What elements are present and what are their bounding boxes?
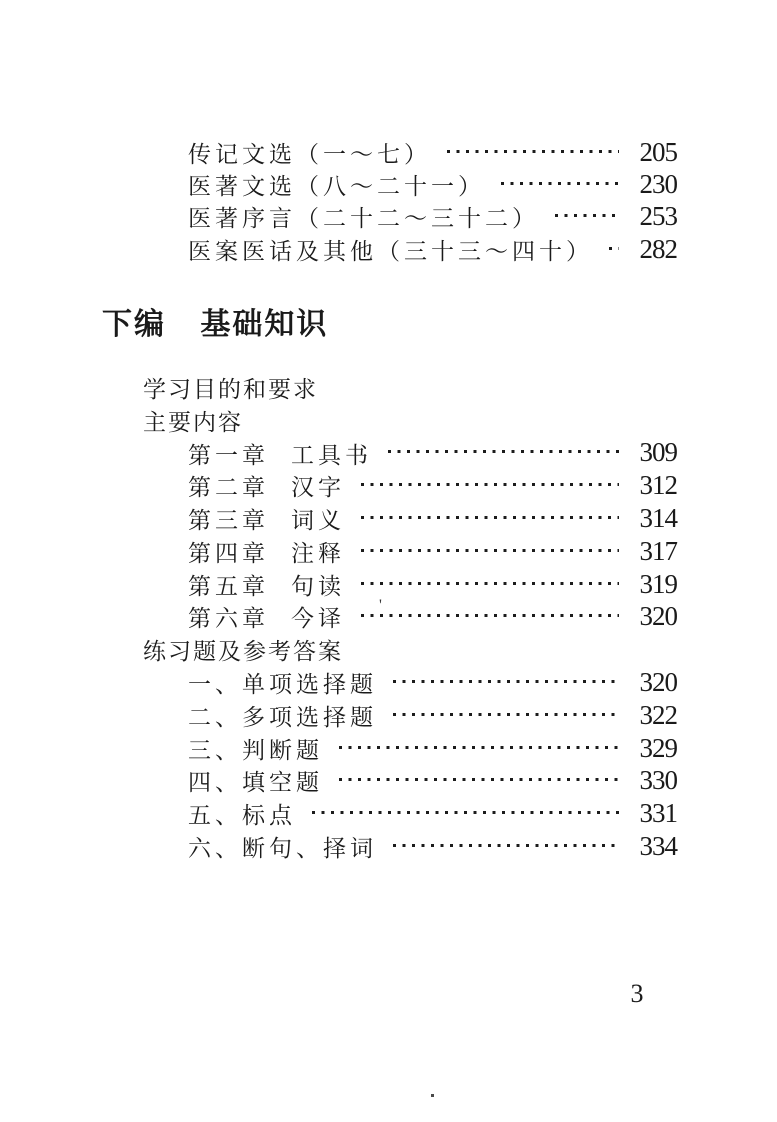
chapter-title: 句读 (291, 573, 345, 599)
dot-leader (555, 214, 619, 217)
chapter-number: 第三章 (188, 508, 269, 534)
toc-intro-item (0, 371, 777, 404)
exercise-page: 331 (639, 798, 677, 829)
toc-main-block (0, 371, 777, 863)
chapter-page: 317 (639, 535, 677, 566)
toc-exercises-heading-label: 练习题及参考答案 (143, 639, 343, 665)
dot-leader (361, 549, 619, 552)
toc-exercise-entry (0, 732, 777, 765)
toc-chapter-entry (0, 535, 777, 568)
toc-exercise-entry (0, 699, 777, 732)
toc-chapter-entry (0, 437, 777, 470)
chapter-number: 第六章 (188, 606, 269, 632)
chapter-title: 汉字 (291, 475, 345, 501)
toc-exercise-entry (0, 830, 777, 863)
exercise-page: 329 (639, 732, 677, 763)
toc-intro-item (0, 404, 777, 437)
exercise-page: 320 (639, 667, 677, 698)
dot-leader (447, 150, 619, 153)
dot-leader (388, 450, 619, 453)
toc-chapter-entry (0, 502, 777, 535)
exercise-label: 三、判断题 (188, 737, 323, 763)
dot-leader (361, 582, 619, 585)
chapter-page: 319 (639, 568, 677, 599)
toc-entry-title: 医著序言（二十二～三十二） (188, 206, 539, 232)
toc-entry-page: 230 (639, 169, 677, 200)
chapter-title: 今译 (291, 606, 345, 632)
dot-leader (361, 483, 619, 486)
dot-leader (393, 680, 619, 683)
toc-entry-title: 医著文选（八～二十一） (188, 174, 485, 200)
toc-entry (188, 136, 677, 168)
dot-leader (361, 516, 619, 519)
dot-leader (393, 844, 619, 847)
toc-entry (188, 233, 677, 265)
dot-leader (339, 778, 619, 781)
toc-top-block (188, 136, 677, 266)
exercise-label: 一、单项选择题 (188, 672, 377, 698)
stray-apostrophe-mark: ' (379, 597, 382, 614)
toc-exercises-heading (0, 633, 777, 666)
toc-exercise-entry (0, 666, 777, 699)
dot-leader (361, 614, 619, 617)
chapter-number: 第二章 (188, 475, 269, 501)
chapter-number: 第一章 (188, 442, 269, 468)
chapter-page: 312 (639, 470, 677, 501)
scan-speck (431, 1094, 434, 1097)
toc-entry (188, 201, 677, 233)
dot-leader (312, 811, 619, 814)
toc-entry-page: 282 (639, 233, 677, 264)
toc-entry-title: 医案医话及其他（三十三～四十） (188, 238, 593, 264)
dot-leader (501, 182, 619, 185)
exercise-page: 322 (639, 699, 677, 730)
part-heading-title: 基础知识 (200, 308, 329, 341)
exercise-label: 六、断句、择词 (188, 836, 377, 862)
exercise-label: 四、填空题 (188, 770, 323, 796)
toc-chapter-entry (0, 568, 777, 601)
toc-entry-page: 253 (639, 201, 677, 232)
toc-exercise-entry (0, 765, 777, 798)
dot-leader (609, 247, 619, 250)
toc-exercise-entry (0, 797, 777, 830)
exercise-page: 334 (639, 831, 677, 862)
chapter-number: 第五章 (188, 573, 269, 599)
toc-chapter-entry (0, 601, 777, 634)
chapter-number: 第四章 (188, 540, 269, 566)
dot-leader (393, 713, 619, 716)
chapter-page: 314 (639, 503, 677, 534)
exercise-page: 330 (639, 765, 677, 796)
exercise-label: 二、多项选择题 (188, 704, 377, 730)
toc-entry-title: 传记文选（一～七） (188, 141, 431, 167)
chapter-title: 工具书 (291, 442, 372, 468)
exercise-label: 五、标点 (188, 803, 296, 829)
folio-page-number: 3 (630, 979, 644, 1008)
part-heading-label: 下编 (102, 308, 166, 341)
chapter-title: 词义 (291, 508, 345, 534)
toc-entry-page: 205 (639, 136, 677, 167)
chapter-page: 309 (639, 437, 677, 468)
chapter-page: 320 (639, 601, 677, 632)
dot-leader (339, 746, 619, 749)
toc-intro-label: 主要内容 (143, 409, 243, 435)
toc-entry (188, 168, 677, 200)
part-heading (102, 299, 328, 343)
toc-intro-label: 学习目的和要求 (143, 376, 318, 402)
chapter-title: 注释 (291, 540, 345, 566)
toc-chapter-entry (0, 469, 777, 502)
